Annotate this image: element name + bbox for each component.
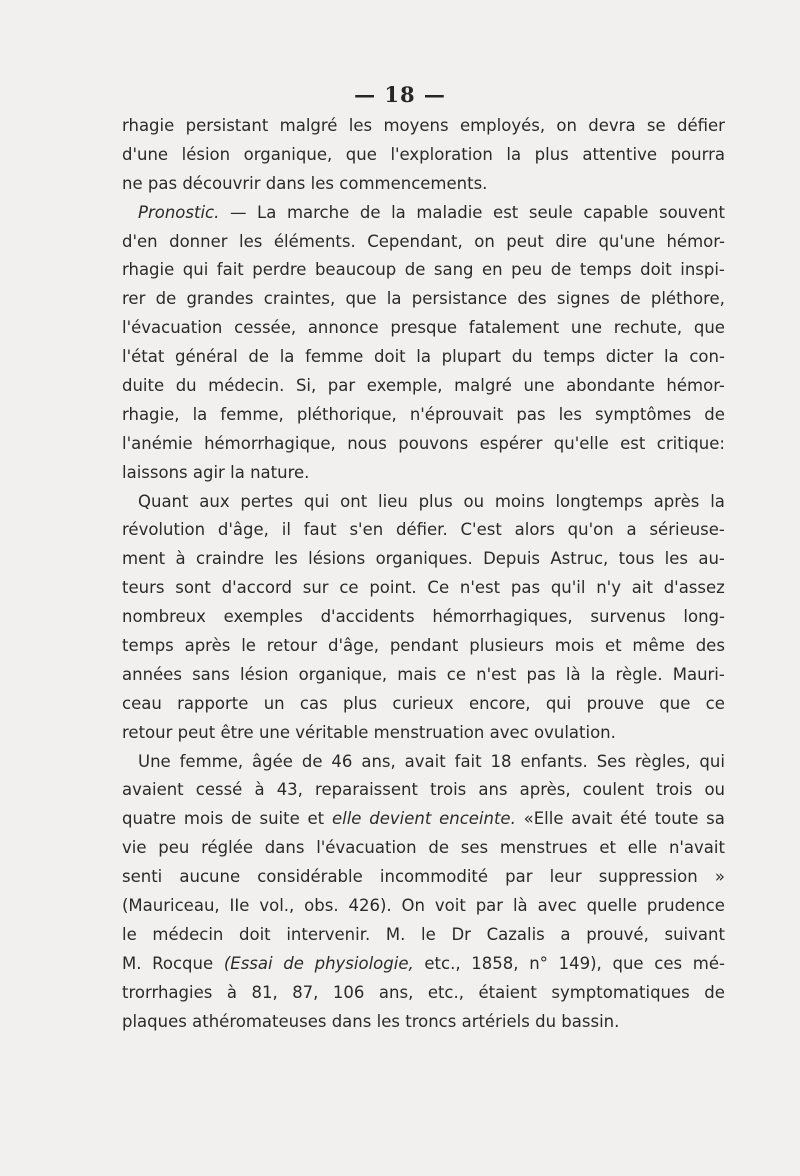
text-line: d'une lésion organique, que l'exploration la plus attentive pourra (122, 144, 725, 164)
text-line: avaient cessé à 43, reparaissent trois ans après, coulent trois ou (122, 780, 725, 800)
paragraph (122, 748, 725, 1037)
text-line: ment à craindre les lésions organiques. Depuis Astruc, tous les au- (122, 549, 725, 569)
text-line: l'anémie hémorrhagique, nous pouvons espérer qu'elle est critique: (122, 433, 725, 453)
text-line: senti aucune considérable incommodité par leur suppression » (122, 867, 725, 887)
body-text (122, 112, 725, 1037)
text-line: rhagie persistant malgré les moyens employés, on devra se défier (122, 116, 725, 135)
text-line: (Mauriceau, IIe vol., obs. 426). On voit par là avec quelle prudence (122, 896, 725, 916)
text-line: l'évacuation cessée, annonce presque fatalement une rechute, que (122, 318, 725, 338)
text-line: Une femme, âgée de 46 ans, avait fait 18 enfants. Ses règles, qui (138, 751, 725, 771)
paragraph (122, 199, 725, 488)
text-line: années sans lésion organique, mais ce n'est pas là la règle. Mauri- (122, 664, 725, 684)
text-line: plaques athéromateuses dans les troncs artériels du bassin. (122, 1011, 620, 1031)
text-line: Pronostic. — La marche de la maladie est seule capable souvent (138, 202, 725, 222)
text-line: rhagie, la femme, pléthorique, n'éprouvait pas les symptômes de (122, 404, 725, 424)
text-line: le médecin doit intervenir. M. le Dr Cazalis a prouvé, suivant (122, 924, 725, 944)
text-line: révolution d'âge, il faut s'en défier. C'est alors qu'on a sérieuse- (122, 520, 725, 540)
page-number: — 18 — (354, 82, 446, 107)
paragraph (122, 488, 725, 748)
text-line: trorrhagies à 81, 87, 106 ans, etc., étaient symptomatiques de (122, 982, 725, 1002)
paragraph (122, 112, 725, 199)
text-line: rer de grandes craintes, que la persistance des signes de pléthore, (122, 289, 725, 309)
text-line: quatre mois de suite et elle devient enceinte. «Elle avait été toute sa (122, 809, 725, 829)
text-line: l'état général de la femme doit la plupart du temps dicter la con- (122, 347, 725, 367)
text-line: d'en donner les éléments. Cependant, on peut dire qu'une hémor- (122, 231, 725, 251)
text-line: duite du médecin. Si, par exemple, malgré une abondante hémor- (122, 376, 725, 396)
text-line: ne pas découvrir dans les commencements. (122, 173, 488, 193)
text-line: teurs sont d'accord sur ce point. Ce n'est pas qu'il n'y ait d'assez (122, 578, 725, 598)
text-line: retour peut être une véritable menstruation avec ovulation. (122, 722, 616, 742)
text-line: rhagie qui fait perdre beaucoup de sang en peu de temps doit inspi- (122, 260, 725, 280)
text-line: laissons agir la nature. (122, 462, 310, 482)
text-line: ceau rapporte un cas plus curieux encore, qui prouve que ce (122, 693, 725, 713)
text-line: M. Rocque (Essai de physiologie, etc., 1858, n° 149), que ces mé- (122, 953, 725, 973)
text-line: Quant aux pertes qui ont lieu plus ou moins longtemps après la (138, 491, 725, 511)
text-line: temps après le retour d'âge, pendant plusieurs mois et même des (122, 636, 725, 656)
text-line: vie peu réglée dans l'évacuation de ses menstrues et elle n'avait (122, 838, 725, 858)
text-line: nombreux exemples d'accidents hémorrhagiques, survenus long- (122, 607, 725, 627)
